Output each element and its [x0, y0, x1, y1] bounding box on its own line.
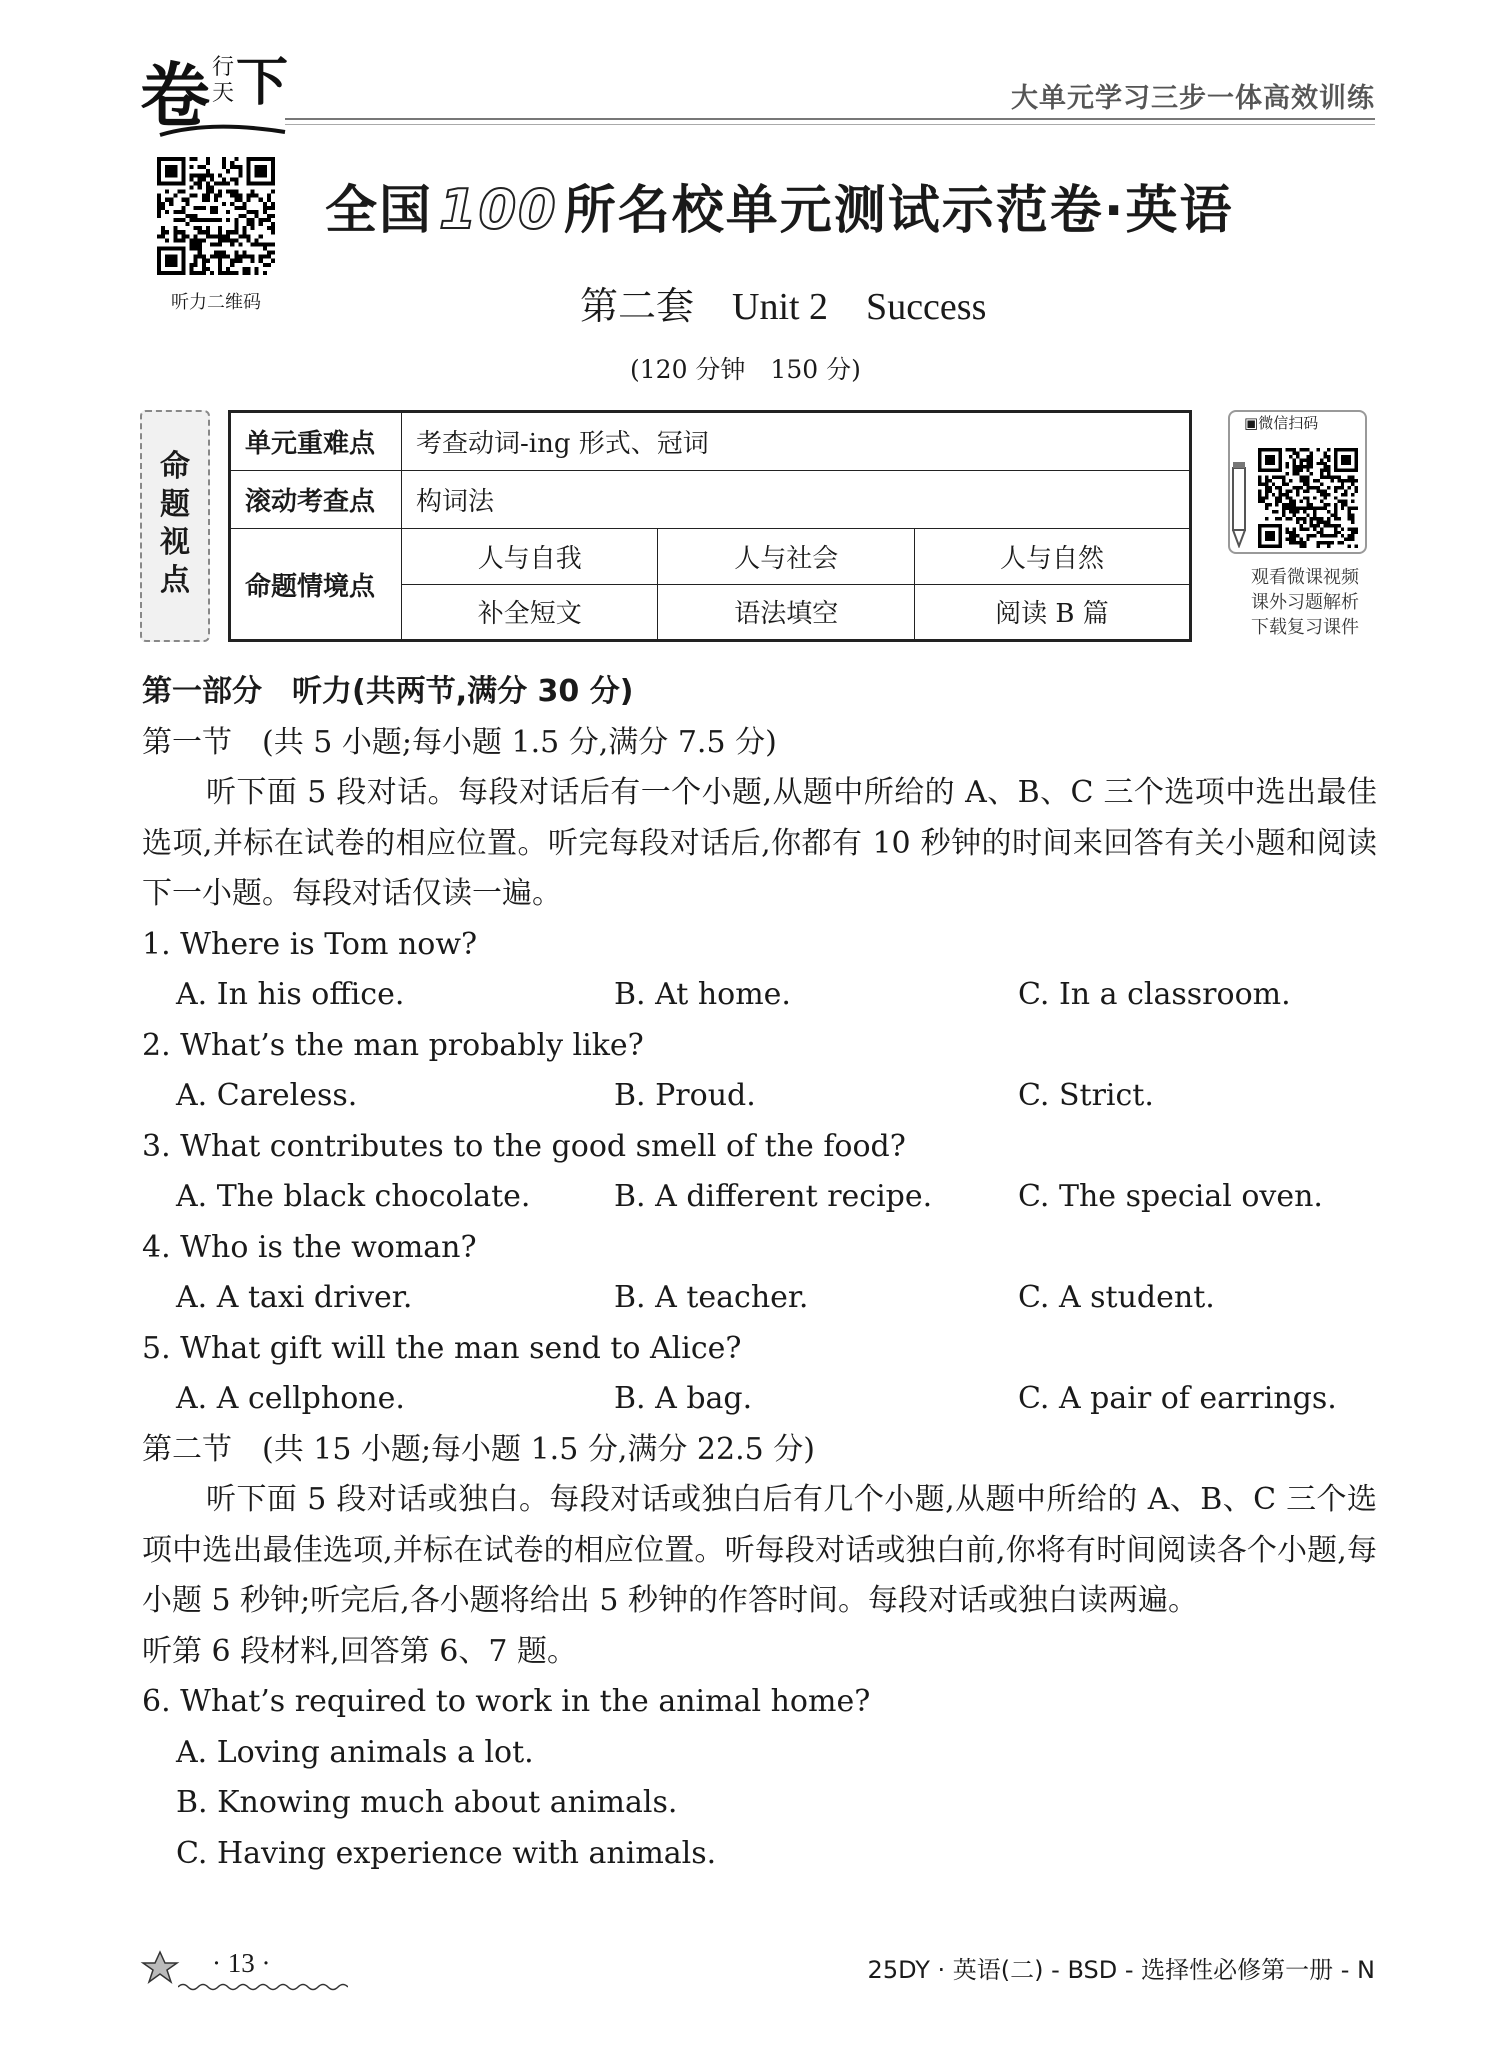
header-divider	[285, 118, 1375, 120]
viewpoint-tab	[140, 410, 210, 642]
svg-text:行: 行	[212, 55, 235, 80]
wechat-desc-line: 观看微课视频	[1251, 567, 1359, 588]
option[interactable]: C. Having experience with animals.	[176, 1835, 717, 1871]
listening-qr-code[interactable]	[157, 157, 275, 275]
table-cell: 阅读 B 篇	[914, 584, 1189, 640]
option[interactable]: B. A bag.	[614, 1381, 753, 1416]
question-options	[142, 1273, 1377, 1324]
question: 1. Where is Tom now?	[142, 926, 478, 962]
pencil-icon	[1228, 460, 1250, 548]
option[interactable]: C. In a classroom.	[1018, 977, 1291, 1012]
section-heading: 第二节 (共 15 小题;每小题 1.5 分,满分 22.5 分)	[142, 1431, 815, 1467]
instructions: 听下面 5 段对话或独白。每段对话或独白后有几个小题,从题中所给的 A、B、C 三个选项中选出最佳选项,并标在试卷的相应位置。听每段对话或独白前,你将有时间阅读各个小题,每小题 5 秒钟;听完后,各小题将给出 5 秒钟的作答时间。每段对话或独白读两遍。	[142, 1482, 1377, 1618]
option[interactable]: C. The special oven.	[1018, 1179, 1323, 1214]
svg-text:卷: 卷	[140, 54, 210, 137]
viewpoint-tab-label: 命 题 视 点	[160, 449, 190, 598]
footer-wave-decoration	[178, 1982, 348, 1992]
table-cell: 语法填空	[658, 584, 914, 640]
option[interactable]: A. Loving animals a lot.	[176, 1734, 534, 1770]
time-score: (120 分钟 150 分)	[630, 355, 861, 384]
table-header-cell: 滚动考查点	[231, 471, 402, 529]
part-heading: 第一部分 听力(共两节,满分 30 分)	[142, 674, 634, 709]
main-title: 全国 100 所名校单元测试示范卷·英语	[325, 178, 1234, 241]
table-cell: 人与社会	[658, 529, 914, 585]
option[interactable]: B. A teacher.	[614, 1280, 809, 1315]
wechat-desc-line: 下载复习课件	[1251, 617, 1359, 638]
option[interactable]: A. In his office.	[176, 977, 405, 1012]
table-cell: 考查动词-ing 形式、冠词	[402, 413, 1190, 471]
option[interactable]: C. Strict.	[1018, 1078, 1154, 1113]
table-cell: 人与自我	[402, 529, 658, 585]
option[interactable]: B. Knowing much about animals.	[176, 1785, 678, 1820]
listening-qr-label: 听力二维码	[171, 292, 261, 313]
header-divider-thin	[285, 124, 1375, 125]
table-cell: 补全短文	[402, 584, 658, 640]
question-options	[142, 970, 1377, 1021]
question-options	[142, 1374, 1377, 1425]
material-note: 听第 6 段材料,回答第 6、7 题。	[142, 1633, 577, 1669]
question: 4. Who is the woman?	[142, 1229, 477, 1265]
wechat-description	[1220, 565, 1390, 640]
question-options	[142, 1071, 1377, 1122]
option[interactable]: B. At home.	[614, 977, 791, 1012]
viewpoint-table	[228, 410, 1192, 642]
question-options	[142, 1172, 1377, 1223]
brand-logo	[140, 40, 290, 145]
option[interactable]: B. A different recipe.	[614, 1179, 933, 1214]
option[interactable]: C. A student.	[1018, 1280, 1215, 1315]
instructions: 听下面 5 段对话。每段对话后有一个小题,从题中所给的 A、B、C 三个选项中选出最佳选项,并标在试卷的相应位置。听完每段对话后,你都有 10 秒钟的时间来回答有关小题和阅读下一小题。每段对话仅读一遍。	[142, 775, 1377, 911]
section-heading: 第一节 (共 5 小题;每小题 1.5 分,满分 7.5 分)	[142, 724, 777, 760]
page-number: · 13 ·	[212, 1948, 271, 1978]
question: 5. What gift will the man send to Alice?	[142, 1330, 742, 1366]
series-title: 大单元学习三步一体高效训练	[1011, 83, 1375, 114]
option[interactable]: A. Careless.	[176, 1078, 358, 1113]
table-header-cell: 命题情境点	[231, 529, 402, 640]
question: 2. What’s the man probably like?	[142, 1027, 644, 1063]
sub-title: 第二套 Unit 2 Success	[580, 286, 987, 328]
svg-text:下: 下	[236, 52, 289, 113]
question: 6. What’s required to work in the animal home?	[142, 1684, 871, 1719]
svg-text:天: 天	[212, 81, 235, 106]
wechat-scan-label: ▣微信扫码	[1240, 412, 1322, 433]
table-cell: 构词法	[402, 471, 1190, 529]
option[interactable]: C. A pair of earrings.	[1018, 1381, 1337, 1416]
wechat-desc-line: 课外习题解析	[1251, 592, 1359, 613]
wechat-qr-code[interactable]	[1258, 448, 1358, 548]
option[interactable]: A. A cellphone.	[176, 1381, 405, 1416]
question: 3. What contributes to the good smell of the food?	[142, 1128, 906, 1164]
number-100-badge: 100	[439, 178, 558, 241]
table-header-cell: 单元重难点	[231, 413, 402, 471]
star-icon	[140, 1950, 180, 1984]
option[interactable]: B. Proud.	[614, 1078, 756, 1113]
option[interactable]: A. The black chocolate.	[176, 1179, 531, 1214]
table-cell: 人与自然	[914, 529, 1189, 585]
footer-code: 25DY · 英语(二) - BSD - 选择性必修第一册 - N	[867, 1956, 1375, 1984]
option[interactable]: A. A taxi driver.	[176, 1280, 413, 1315]
wechat-icon: ▣	[1244, 414, 1259, 432]
exam-content	[142, 667, 1377, 1879]
